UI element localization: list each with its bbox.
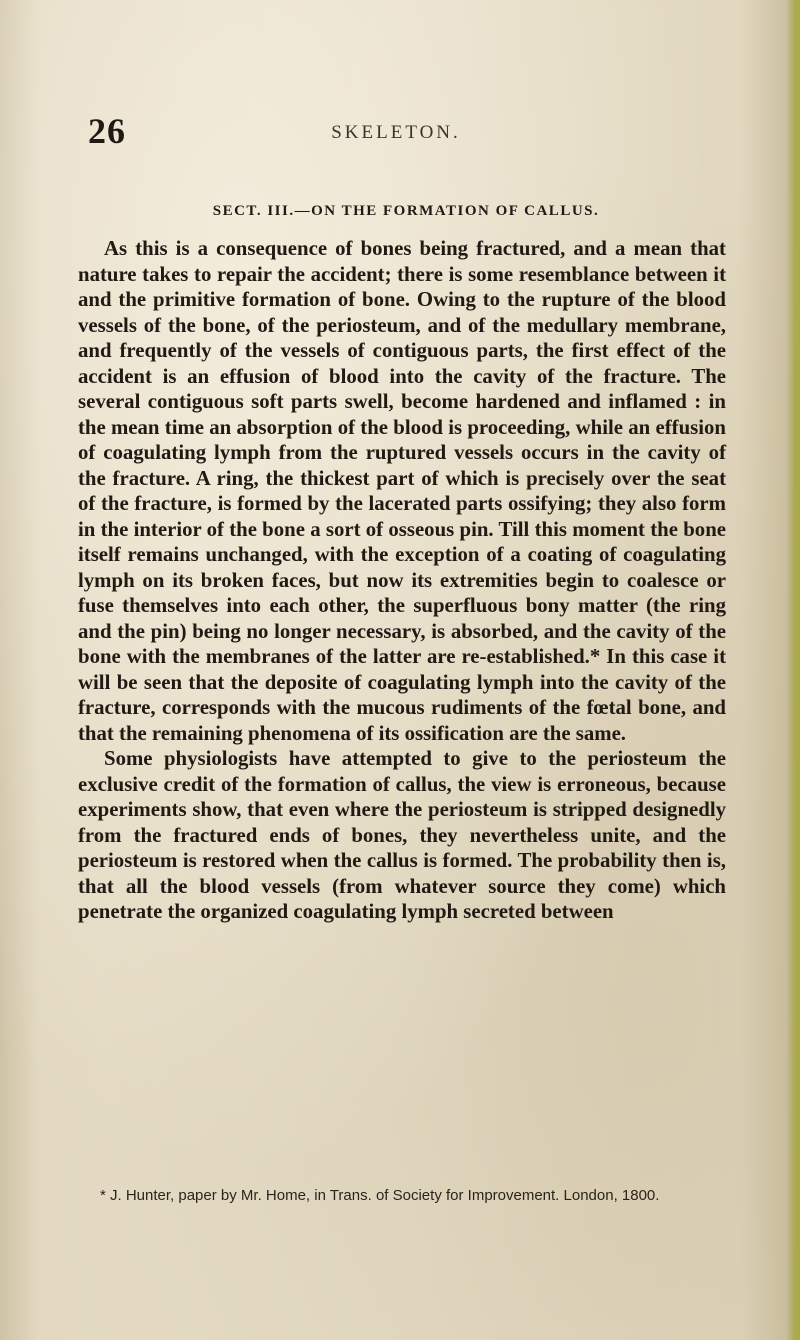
section-title: SECT. III.—ON THE FORMATION OF CALLUS. [212, 203, 600, 219]
paragraph-1: As this is a consequence of bones being fractured, and a mean that nature takes to repair the accident; there is some resemblance between it and the primitive formation of bone. Owing to the rupture of the blood vessels of the bone, of the periosteum, and of the medullary membrane, and frequently of the vessels of contiguous parts, the first effect of the accident is an effusion of blood into the cavity of the fracture. The several contiguous soft parts swell, become hardened and inflamed : in the mean time an absorption of the blood is proceeding, while an effusion of coagulating lymph from the ruptured vessels occurs in the cavity of the fracture. A ring, the thickest part of which is precisely over the seat of the fracture, is formed by the lacerated parts ossifying; they also form in the interior of the bone a sort of osseous pin. Till this moment the bone itself remains unchanged, with the exception of a coating of coagulating lymph on its broken faces, but now its extremities begin to coalesce or fuse themselves into each other, the superfluous bony matter (the ring and the pin) being no longer necessary, is absorbed, and the cavity of the bone with the membranes of the latter are re-established.* In this case it will be seen that the deposite of coagulating lymph into the cavity of the fracture, corresponds with the mucous rudiments of the fœtal bone, and that the remaining phenomena of its ossification are the same. [78, 237, 726, 745]
page-number: 26 [88, 111, 126, 151]
body-text [78, 236, 726, 925]
running-head: SKELETON. [331, 122, 461, 143]
footnote [78, 1186, 726, 1206]
paragraph-2: Some physiologists have attempted to give to the periosteum the exclusive credit of the formation of callus, the view is erroneous, because experiments show, that even where the periosteum is stripped designedly from the fractured ends of bones, they nevertheless unite, and the periosteum is restored when the callus is formed. The probability then is, that all the blood vessels (from whatever source they come) which penetrate the organized coagulating lymph secreted between [78, 747, 726, 923]
page-edge [786, 0, 800, 1340]
page-header [88, 108, 728, 158]
footnote-text: * J. Hunter, paper by Mr. Home, in Trans. of Society for Improvement. London, 1800. [100, 1187, 660, 1204]
